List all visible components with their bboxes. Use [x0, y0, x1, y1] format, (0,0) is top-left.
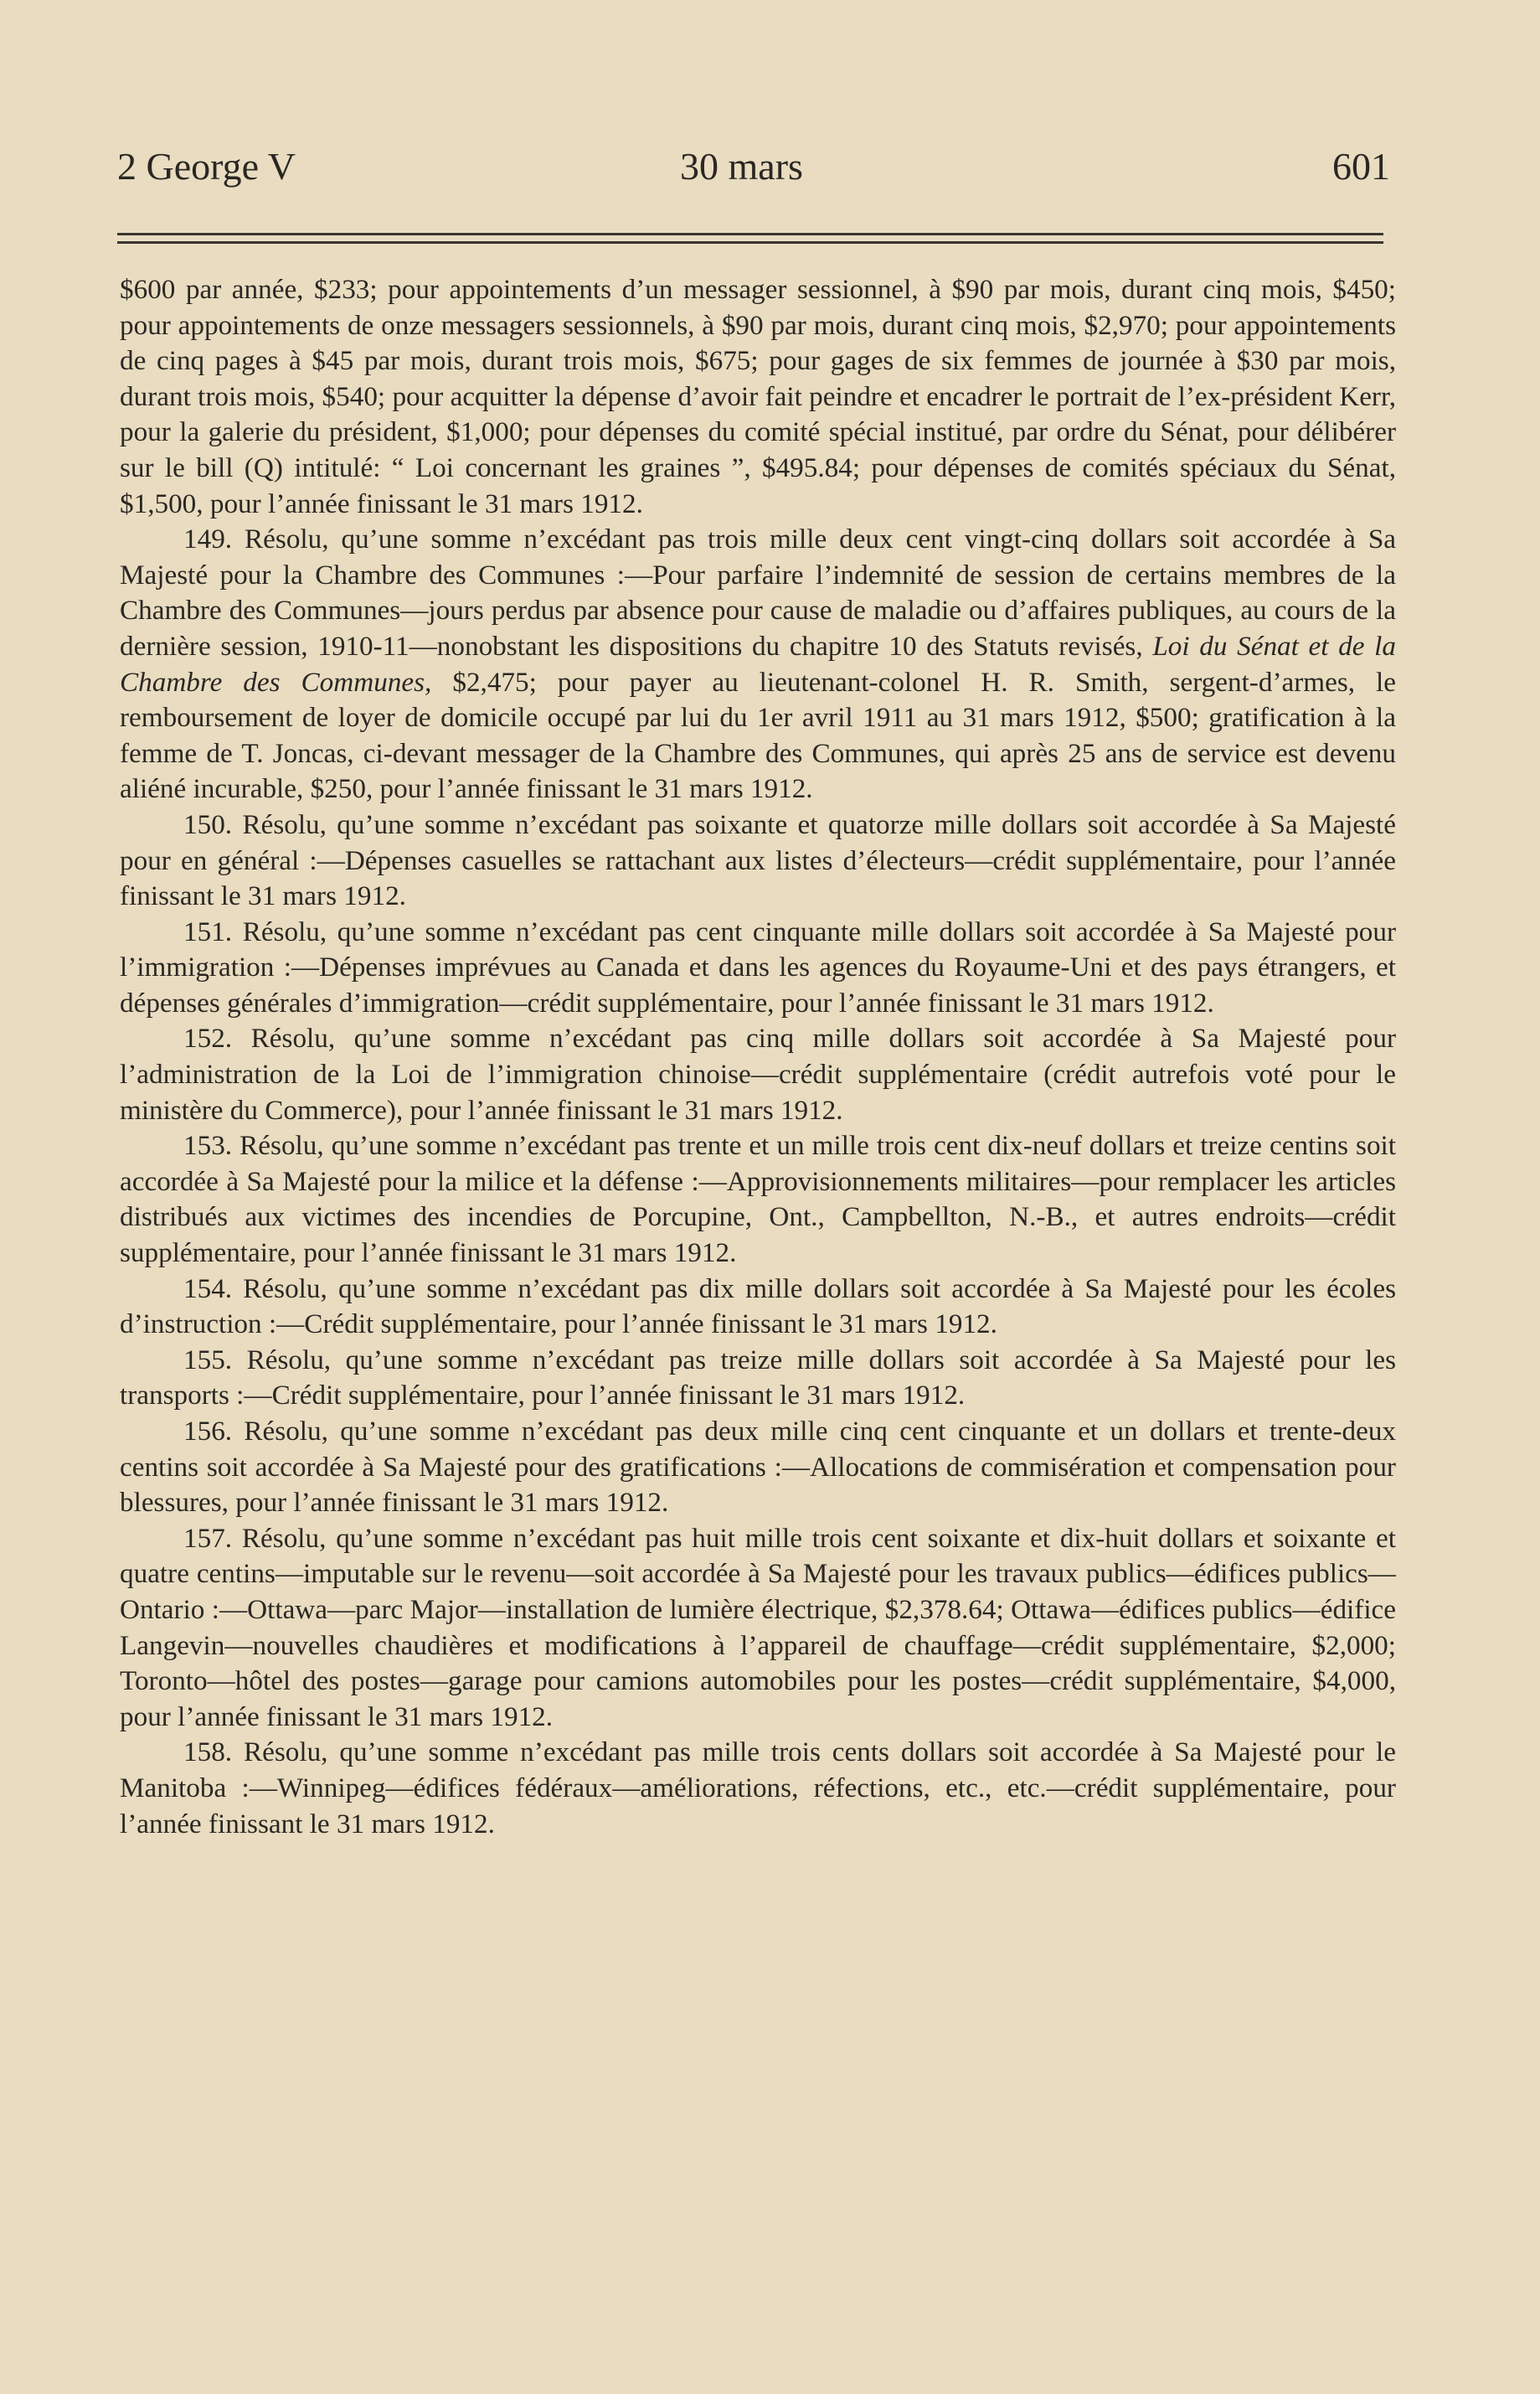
resolution-number: 153. [183, 1130, 233, 1162]
resolution-text: Résolu, qu’une somme n’excédant pas cent cinquante mille dollars soit accordée à Sa Majesté pour l’immigration :—Dépenses imprévues au Canada et dans les agences du Royaume-Uni et des pays étrangers, et dépenses générales d’immigration—crédit supplémentaire, pour l’année finissant le 31 mars 1912. [120, 916, 1396, 1019]
resolution-text: Résolu, qu’une somme n’excédant pas huit mille trois cent soixante et dix-huit dollars et soixante et quatre centins—imputable sur le revenu—soit accordée à Sa Majesté pour les travaux publics—édifices publics—Ontario :—Ottawa—parc Major—installation de lumière électrique, $2,378.64; Ottawa—édifices publics—édifice Langevin—nouvelles chaudières et modifications à l’appareil de chauffage—crédit supplémentaire, $2,000; Toronto—hôtel des postes—garage pour camions automobiles pour les postes—crédit supplémentaire, $4,000, pour l’année finissant le 31 mars 1912. [120, 1522, 1396, 1732]
body-text [120, 272, 1396, 1842]
resolution-text: Résolu, qu’une somme n’excédant pas treize mille dollars soit accordée à Sa Majesté pour les transports :—Crédit supplémentaire, pour l’année finissant le 31 mars 1912. [120, 1344, 1397, 1411]
resolution-number: 151. [183, 916, 233, 947]
resolution-150 [120, 807, 1396, 915]
resolution-153 [120, 1128, 1396, 1271]
resolution-number: 158. [183, 1736, 233, 1768]
resolution-text: Résolu, qu’une somme n’excédant pas deux mille cinq cent cinquante et un dollars et trente-deux centins soit accordée à Sa Majesté pour des gratifications :—Allocations de commisération et compensation pour blessures, pour l’année finissant le 31 mars 1912. [120, 1416, 1397, 1519]
resolution-number: 154. [183, 1272, 233, 1304]
resolution-text: Résolu, qu’une somme n’excédant pas dix mille dollars soit accordée à Sa Majesté pour les écoles d’instruction :—Crédit supplémentaire, pour l’année finissant le 31 mars 1912. [120, 1272, 1396, 1340]
resolution-158 [120, 1735, 1396, 1842]
paragraph-continuation [120, 272, 1396, 522]
resolution-155 [120, 1343, 1396, 1414]
resolution-number: 149. [183, 524, 233, 555]
paragraph-text: $600 par année, $233; pour appointements d’un messager sessionnel, à $90 par mois, durant cinq mois, $450; pour appointements de onze messagers sessionnels, à $90 par mois, durant cinq mois, $2,970; pour appointements de cinq pages à $45 par mois, durant trois mois, $675; pour gages de six femmes de journée à $30 par mois, durant trois mois, $540; pour acquitter la dépense d’avoir fait peindre et encadrer le portrait de l’ex-président Kerr, pour la galerie du président, $1,000; pour dépenses du comité spécial institué, par ordre du Sénat, pour délibérer sur le bill (Q) intitulé: “ Loi concernant les graines ”, $495.84; pour dépenses de comités spéciaux du Sénat, $1,500, pour l’année finissant le 31 mars 1912. [120, 274, 1396, 519]
header-session: 2 George V [117, 145, 296, 188]
resolution-156 [120, 1414, 1396, 1521]
page-header [117, 144, 1390, 203]
resolution-text: Résolu, qu’une somme n’excédant pas mille trois cents dollars soit accordée à Sa Majesté pour le Manitoba :—Winnipeg—édifices fédéraux—améliorations, réfections, etc., etc.—crédit supplémentaire, pour l’année finissant le 31 mars 1912. [120, 1736, 1397, 1839]
resolution-number: 155. [183, 1344, 233, 1375]
resolution-number: 157. [183, 1522, 233, 1554]
resolution-number: 152. [183, 1023, 233, 1055]
header-rule-bottom [117, 241, 1383, 244]
resolution-number: 156. [183, 1416, 233, 1447]
page-number: 601 [1332, 145, 1390, 188]
resolution-149 [120, 522, 1396, 807]
resolution-text: Résolu, qu’une somme n’excédant pas trente et un mille trois cent dix-neuf dollars et treize centins soit accordée à Sa Majesté pour la milice et la défense :—Approvisionnements militaires—pour remplacer les articles distribués aux victimes des incendies de Porcupine, Ont., Campbellton, N.-B., et autres endroits—crédit supplémentaire, pour l’année finissant le 31 mars 1912. [120, 1130, 1397, 1269]
resolution-152 [120, 1021, 1396, 1128]
resolution-number: 150. [183, 808, 233, 840]
statute-title: Loi du Sénat et de la Chambre des Communes, [120, 630, 1396, 698]
resolution-154 [120, 1272, 1396, 1343]
resolution-text: Résolu, qu’une somme n’excédant pas soixante et quatorze mille dollars soit accordée à Sa Majesté pour en général :—Dépenses casuelles se rattachant aux listes d’électeurs—crédit supplémentaire, pour l’année finissant le 31 mars 1912. [120, 808, 1396, 912]
resolution-text: Résolu, qu’une somme n’excédant pas cinq mille dollars soit accordée à Sa Majesté pour l’administration de la Loi de l’immigration chinoise—crédit supplémentaire (crédit autrefois voté pour le ministère du Commerce), pour l’année finissant le 31 mars 1912. [120, 1023, 1396, 1126]
header-date: 30 mars [680, 145, 803, 188]
resolution-text: Résolu, qu’une somme n’excédant pas trois mille deux cent vingt-cinq dollars soit accordée à Sa Majesté pour la Chambre des Communes :—Pour parfaire l’indemnité de session de certains membres de la Chambre des Communes—jours perdus par absence pour cause de maladie ou d’affaires publiques, au cours de la dernière session, 1910-11—nonobstant les dispositions du chapitre 10 des Statuts revisés, [120, 524, 1397, 662]
resolution-157 [120, 1521, 1396, 1736]
resolution-text-end: $2,475; pour payer au lieutenant-colonel H. R. Smith, sergent-d’armes, le remboursement de loyer de domicile occupé par lui du 1er avril 1911 au 31 mars 1912, $500; gratification à la femme de T. Joncas, ci-devant messager de la Chambre des Communes, qui après 25 ans de service est devenu aliéné incurable, $250, pour l’année finissant le 31 mars 1912. [120, 666, 1396, 805]
resolution-151 [120, 915, 1396, 1022]
header-rule-top [117, 233, 1383, 235]
